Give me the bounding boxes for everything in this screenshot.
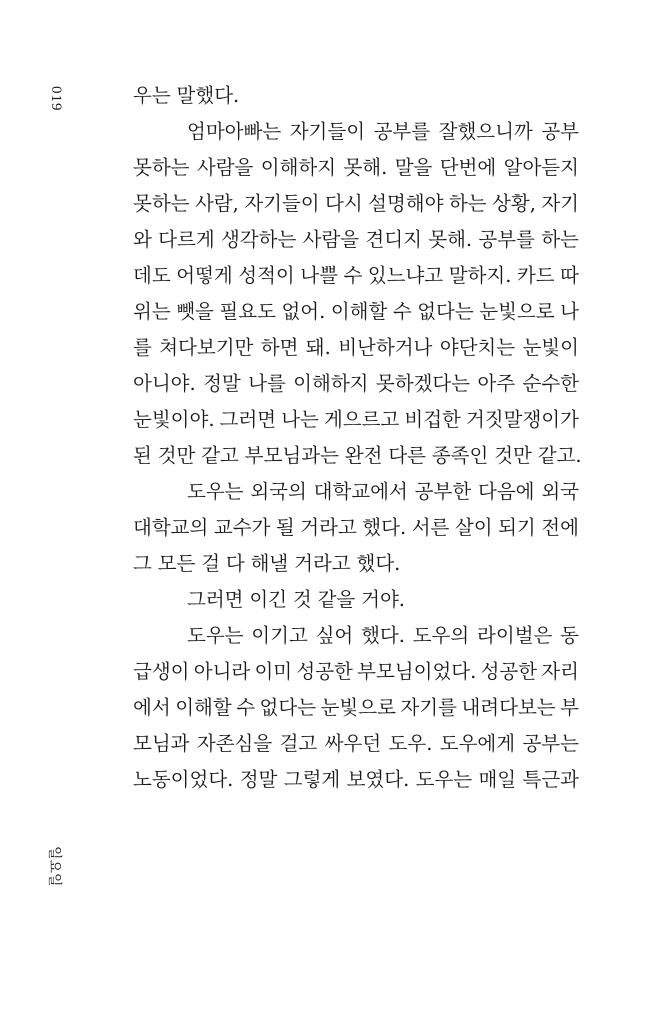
word: 엄마아빠는 (187, 120, 282, 143)
text-line (133, 150, 579, 186)
word: 못하겠다는 (375, 372, 471, 395)
word: 같고 (201, 444, 239, 467)
word: 를 (133, 336, 152, 359)
text-line (133, 582, 579, 618)
word: 공부를 (373, 120, 431, 143)
word: 거라고 (300, 516, 357, 539)
word: 될 (275, 516, 295, 539)
word: 되기 (498, 516, 536, 539)
word: 자기를 (400, 696, 457, 719)
word: 아니라 (193, 660, 251, 683)
word: 공부 (541, 120, 579, 143)
word: 쳐다보기만 (159, 336, 254, 359)
text-line (133, 330, 579, 366)
word: 이해하지 (260, 156, 337, 179)
word: 도우. (388, 732, 433, 755)
word: 이해할 (175, 696, 232, 719)
word: 도우에게 (439, 732, 516, 755)
word: 눈빛으로 (320, 696, 396, 719)
word: 단번에 (439, 156, 497, 179)
text-line (133, 546, 579, 582)
word: 교수가 (213, 516, 271, 539)
word: 부모님이었다. (357, 660, 477, 683)
word: 그 (133, 552, 152, 575)
word: 비겁한 (404, 408, 461, 431)
word: 눈빛이 (522, 336, 579, 359)
word: 성공한 (480, 660, 538, 683)
word: 사람을 (196, 156, 254, 179)
word: 것만 (157, 444, 196, 467)
word: 특근과 (522, 768, 579, 791)
word: 싸우던 (324, 732, 382, 755)
word: 생각하는 (220, 228, 297, 251)
word: 완전 (344, 444, 383, 467)
text-line (133, 186, 579, 222)
word: 노동이었다. (133, 768, 234, 791)
word: 동 (560, 624, 579, 647)
word: 에서 (133, 696, 171, 719)
word: 어떻게 (176, 264, 233, 287)
word: 수 (343, 264, 363, 287)
word: 상황, (492, 192, 536, 215)
page-number: 019 (48, 86, 64, 112)
word: 성적이 (238, 264, 295, 287)
word: 자존심을 (196, 732, 273, 755)
word: 있느냐고 (367, 264, 444, 287)
word: 따 (560, 264, 579, 287)
word: 부모님과는 (244, 444, 339, 467)
word: 이해하지 (293, 372, 369, 395)
word: 거라고 (294, 552, 351, 575)
word: 대학교에서 (313, 480, 408, 503)
word: 같을 (317, 588, 356, 611)
word: 도우는 (415, 768, 473, 791)
word: 이해할 (330, 300, 388, 323)
word: 서른 (411, 516, 450, 539)
word: 라이벌은 (477, 624, 553, 647)
word: 외국의 (250, 480, 307, 503)
body-text (133, 78, 582, 798)
word: 것만 (494, 444, 532, 467)
word: 종족인 (431, 444, 489, 467)
word: 못하는 (133, 156, 190, 179)
text-line (133, 114, 579, 150)
word: 하면 (260, 336, 299, 359)
text-line (133, 78, 579, 114)
word: 말했다. (176, 84, 240, 107)
word: 된 (133, 444, 152, 467)
word: 싶어 (315, 624, 354, 647)
word: 돼. (305, 336, 331, 359)
word: 그러면 (219, 408, 277, 431)
word: 매일 (478, 768, 517, 791)
word: 자리 (541, 660, 579, 683)
word: 해낼 (250, 552, 289, 575)
word: 못해. (428, 228, 473, 251)
word: 거짓말쟁이가 (465, 408, 579, 431)
word: 눈빛이야. (133, 408, 215, 431)
word: 야단치는 (439, 336, 516, 359)
word: 대학교의 (133, 516, 209, 539)
word: 다 (225, 552, 245, 575)
word: 나쁠 (300, 264, 338, 287)
word: 살이 (454, 516, 493, 539)
text-line (133, 762, 579, 798)
word: 사람, (194, 192, 239, 215)
word: 설명해야 (368, 192, 444, 215)
word: 말하지. (448, 264, 512, 287)
word: 모든 (157, 552, 196, 575)
word: 비난하거나 (338, 336, 433, 359)
word: 없다는 (417, 300, 474, 323)
text-line (133, 222, 579, 258)
text-line (133, 726, 579, 762)
word: 공부를 (478, 228, 535, 251)
word: 했다. (356, 552, 401, 575)
word: 수 (236, 696, 256, 719)
word: 내려다보는 (461, 696, 556, 719)
word: 사람을 (302, 228, 360, 251)
word: 걸 (201, 552, 221, 575)
word: 공부는 (522, 732, 579, 755)
word: 눈빛으로 (479, 300, 555, 323)
word: 했다. (362, 516, 407, 539)
word: 나 (560, 300, 579, 323)
word: 보였다. (346, 768, 410, 791)
word: 성공한 (296, 660, 353, 683)
word: 그러면 (187, 588, 244, 611)
word: 자기들이 (244, 192, 320, 215)
word: 다시 (325, 192, 363, 215)
word: 게으르고 (323, 408, 400, 431)
word: 알아듣지 (503, 156, 579, 179)
word: 아주 (477, 372, 516, 395)
word: 모님과 (133, 732, 190, 755)
word: 와 (133, 228, 152, 251)
text-line (133, 366, 579, 402)
word: 도우는 (187, 624, 244, 647)
word: 다르게 (158, 228, 215, 251)
word: 말을 (394, 156, 433, 179)
word: 정말 (239, 768, 278, 791)
word: 정말 (203, 372, 241, 395)
word: 이미 (254, 660, 293, 683)
word: 전에 (541, 516, 579, 539)
text-line (133, 618, 579, 654)
word: 이긴 (249, 588, 288, 611)
word: 했다. (361, 624, 405, 647)
word: 순수한 (522, 372, 579, 395)
word: 필요도 (219, 300, 276, 323)
word: 아니야. (133, 372, 196, 395)
word: 급생이 (133, 660, 190, 683)
word: 없어. (281, 300, 326, 323)
word: 데도 (133, 264, 171, 287)
text-line (133, 258, 579, 294)
word: 다음에 (477, 480, 535, 503)
word: 도우는 (187, 480, 244, 503)
word: 것 (292, 588, 312, 611)
text-line (133, 474, 579, 510)
word: 없다는 (259, 696, 317, 719)
word: 이기고 (251, 624, 308, 647)
text-line (133, 510, 579, 546)
text-line (133, 294, 579, 330)
word: 나는 (281, 408, 319, 431)
word: 걸고 (279, 732, 318, 755)
word: 다른 (388, 444, 426, 467)
word: 위는 (133, 300, 171, 323)
text-line (133, 438, 582, 474)
word: 견디지 (365, 228, 422, 251)
word: 하는 (541, 228, 579, 251)
word: 하는 (448, 192, 487, 215)
word: 카드 (516, 264, 555, 287)
word: 나를 (248, 372, 286, 395)
word: 수 (392, 300, 412, 323)
word: 우는 (133, 84, 171, 107)
word: 자기들이 (289, 120, 366, 143)
word: 못해. (343, 156, 388, 179)
text-line (133, 654, 579, 690)
text-line (133, 402, 579, 438)
word: 도우의 (412, 624, 470, 647)
word: 공부한 (414, 480, 472, 503)
word: 거야. (361, 588, 405, 611)
word: 잘했으니까 (438, 120, 533, 143)
word: 못하는 (133, 192, 190, 215)
word: 자기 (541, 192, 579, 215)
word: 그렇게 (283, 768, 341, 791)
word: 부 (560, 696, 579, 719)
running-title: 일요일 (46, 846, 62, 887)
word: 외국 (541, 480, 579, 503)
word: 뺏을 (176, 300, 214, 323)
text-line (133, 690, 579, 726)
word: 같고. (537, 444, 582, 467)
